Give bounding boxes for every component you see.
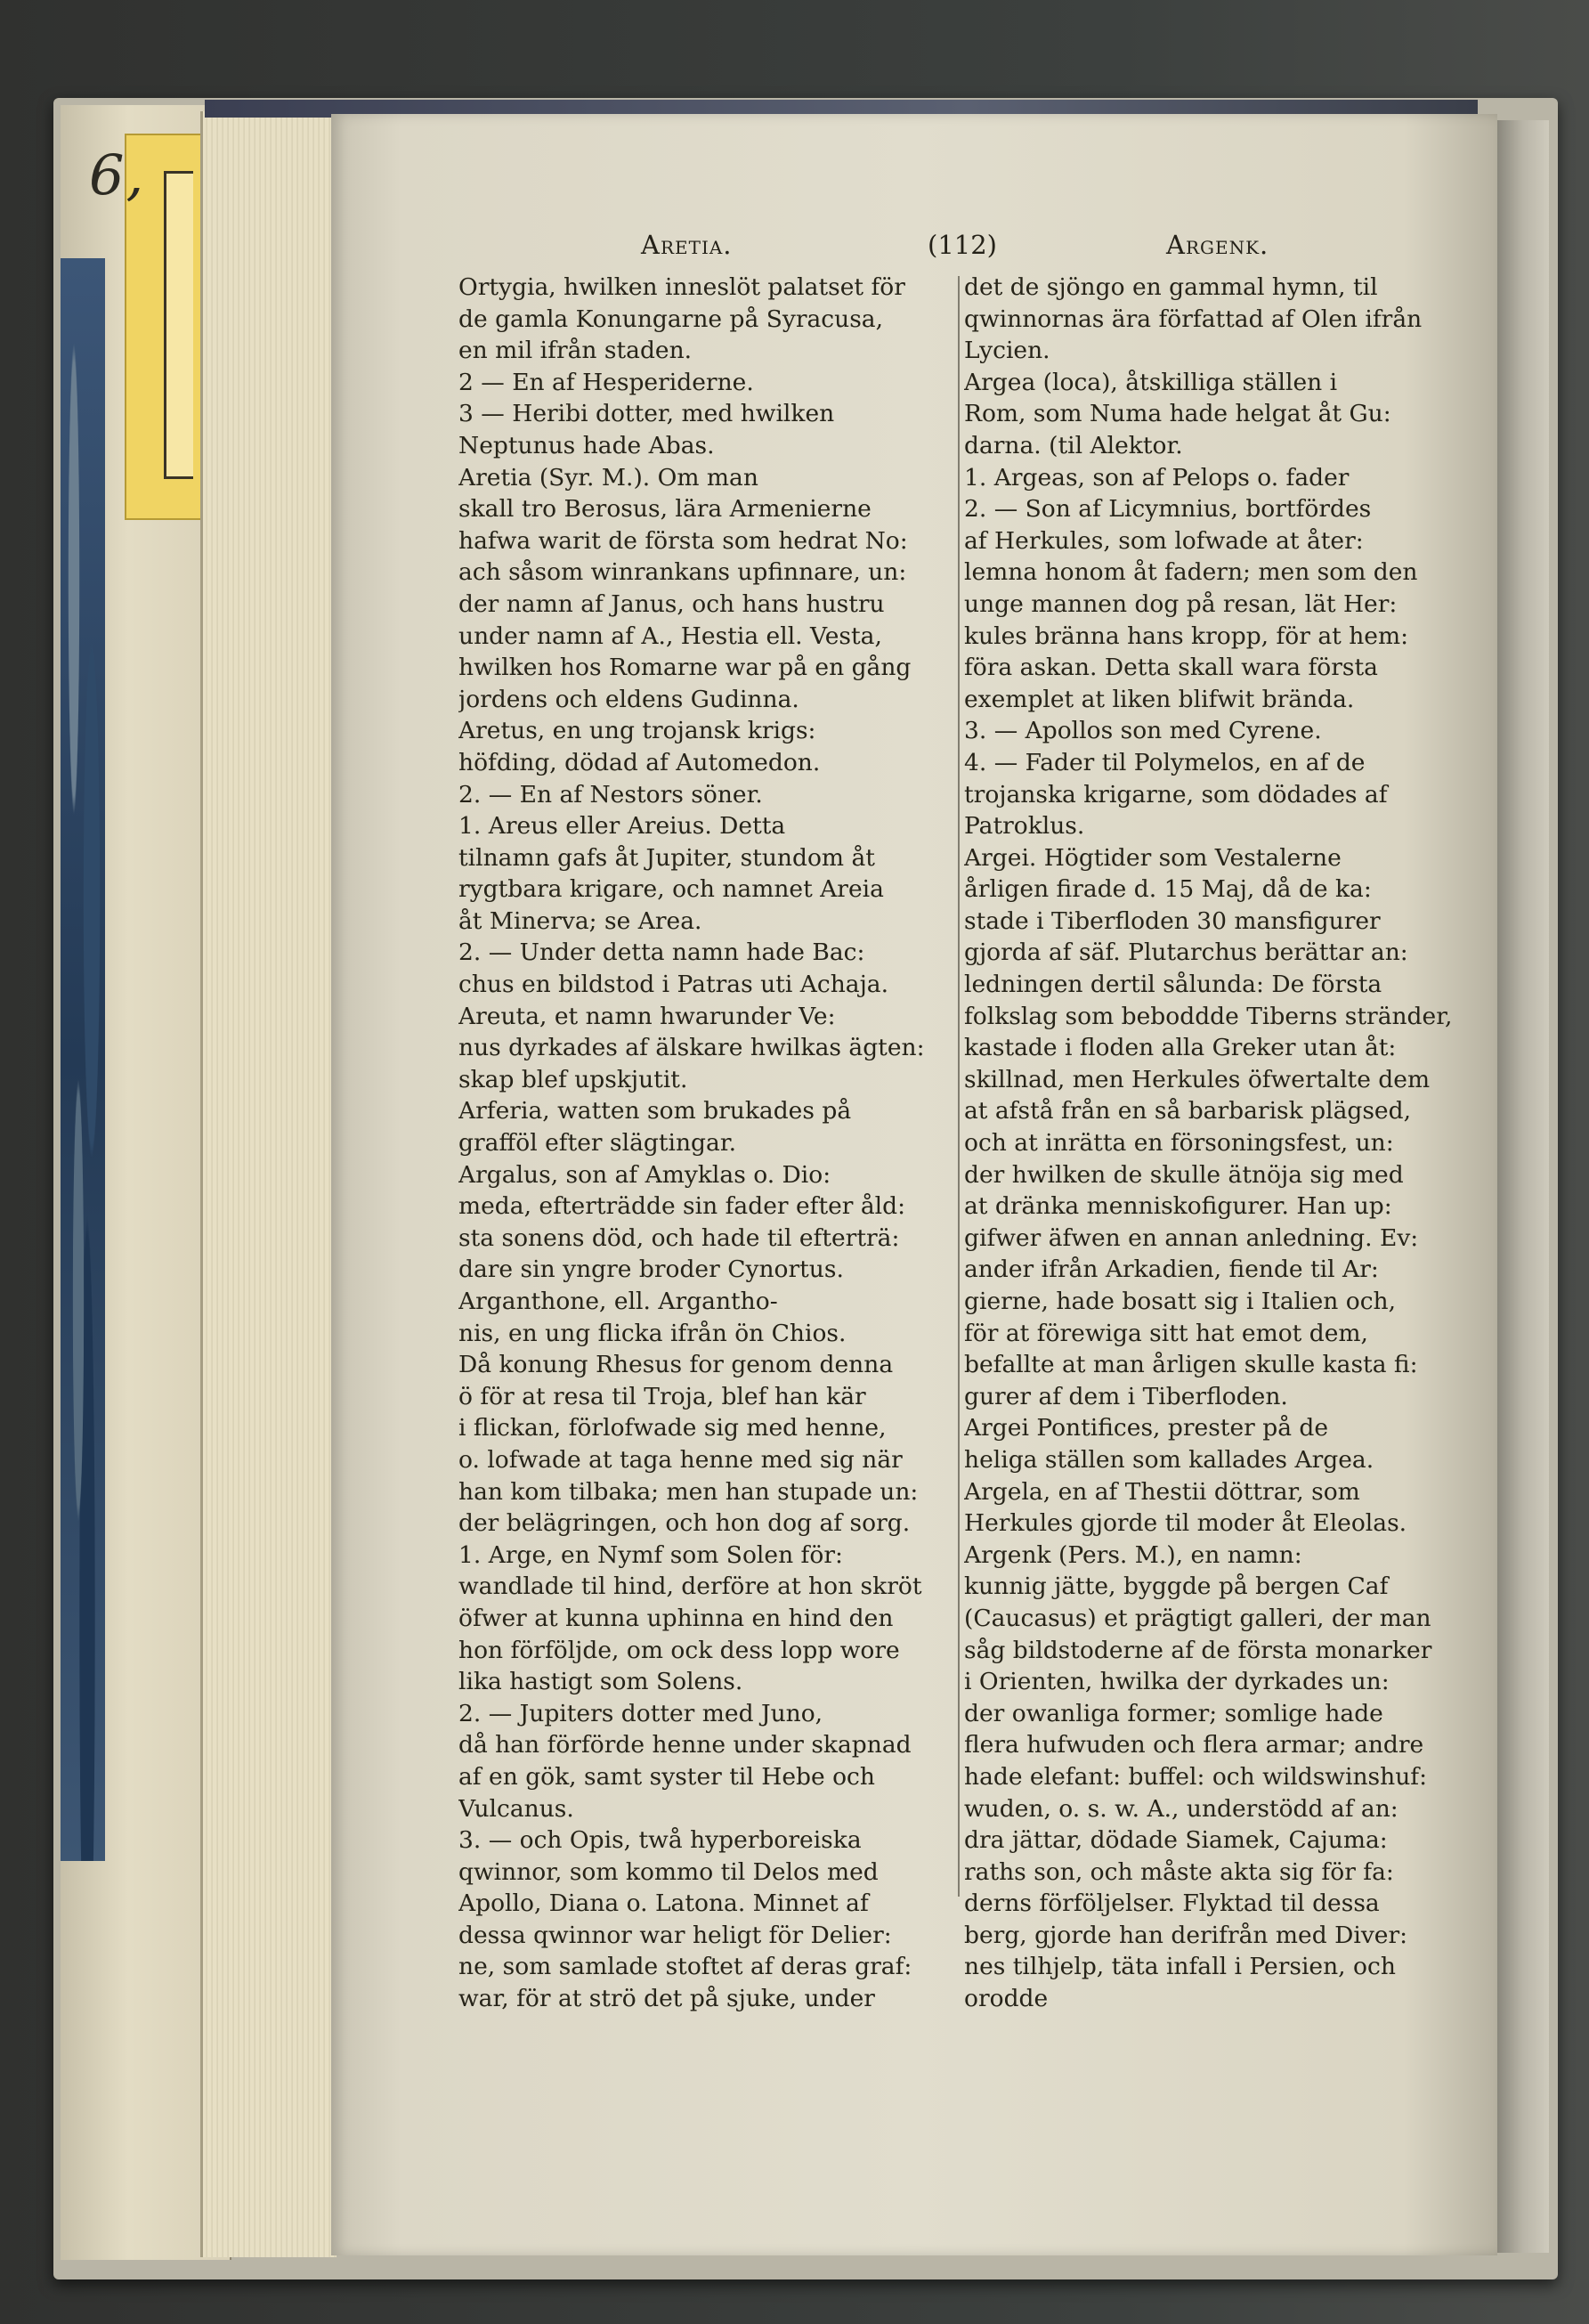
column-rule — [958, 276, 960, 1897]
text-line: skillnad, men Herkules öfwertalte dem — [964, 1065, 1431, 1093]
text-line: i flickan, förlofwade sig med henne, — [458, 1414, 887, 1442]
shelf-mark: 6, — [89, 142, 146, 207]
text-line: heliga ställen som kallades Argea. — [964, 1445, 1374, 1474]
text-line: föra askan. Detta skall wara första — [964, 654, 1378, 682]
right-column — [964, 272, 1458, 2015]
header-right-keyword: Argenk. — [1166, 230, 1269, 260]
text-line: Argei. Högtider som Vestalerne — [964, 843, 1342, 872]
text-line: hafwa warit de första som hedrat No: — [458, 526, 908, 555]
text-line: Arferia, watten som brukades på — [458, 1097, 852, 1125]
text-line: der hwilken de skulle ätnöja sig med — [964, 1160, 1404, 1189]
text-line: flera hufwuden och flera armar; andre — [964, 1731, 1424, 1759]
text-line: ach såsom winrankans upfinnare, un: — [458, 558, 907, 587]
text-line: berg, gjorde han derifrån med Diver: — [964, 1921, 1408, 1949]
text-line: 1. Arge, en Nymf som Solen för: — [458, 1540, 843, 1569]
text-line: de gamla Konungarne på Syracusa, — [458, 305, 884, 333]
text-line: rygtbara krigare, och namnet Areia — [458, 875, 884, 904]
text-line: Ortygia, hwilken inneslöt palatset för — [458, 273, 905, 301]
text-line: darna. (til Alektor. — [964, 431, 1183, 459]
shelf-label-frame — [164, 171, 193, 479]
text-line: qwinnor, som kommo til Delos med — [458, 1857, 879, 1886]
text-line: dessa qwinnor war heligt för Delier: — [458, 1921, 892, 1949]
text-line: skap blef upskjutit. — [458, 1065, 688, 1093]
text-line: Aretia (Syr. M.). Om man — [458, 463, 758, 492]
text-line: för at förewiga sitt hat emot dem, — [964, 1319, 1368, 1347]
text-line: (Caucasus) et prägtigt galleri, der man — [964, 1604, 1431, 1632]
text-line: Arganthone, ell. Argantho- — [458, 1288, 778, 1315]
text-line: meda, efterträdde sin fader efter åld: — [458, 1192, 906, 1221]
text-line: Argela, en af Thestii döttrar, som — [964, 1477, 1360, 1506]
text-line: 2. — En af Nestors söner. — [458, 780, 763, 809]
text-line: kunnig jätte, byggde på bergen Caf — [964, 1572, 1389, 1601]
text-line: lemna honom åt fadern; men som den — [964, 558, 1418, 587]
text-line: qwinnornas ära författad af Olen ifrån — [964, 305, 1423, 333]
text-line: 2 — En af Hesperiderne. — [458, 368, 754, 396]
text-line: Argea (loca), åtskilliga ställen i — [964, 368, 1338, 396]
text-line: en mil ifrån staden. — [458, 337, 693, 365]
text-line: Areuta, et namn hwarunder Ve: — [458, 1002, 836, 1030]
text-line: nes tilhjelp, täta infall i Persien, och — [964, 1953, 1396, 1981]
text-line: under namn af A., Hestia ell. Vesta, — [458, 622, 882, 650]
text-line: det de sjöngo en gammal hymn, til — [964, 273, 1378, 301]
text-line: exemplet at liken blifwit brända. — [964, 685, 1355, 713]
text-line: i Orienten, hwilka der dyrkades un: — [964, 1668, 1390, 1696]
text-line: ledningen dertil sålunda: De första — [964, 971, 1382, 999]
text-line: ö för at resa til Troja, blef han kär — [458, 1382, 866, 1410]
text-line: såg bildstoderne af de första monarker — [964, 1636, 1432, 1664]
text-line: 2. — Son af Licymnius, bortfördes — [964, 495, 1372, 524]
text-line: sta sonens död, och hade til efterträ: — [458, 1223, 900, 1252]
text-line: Apollo, Diana o. Latona. Minnet af — [458, 1889, 869, 1918]
text-line: Patroklus. — [964, 812, 1085, 841]
text-line: Argei Pontifices, prester på de — [964, 1414, 1329, 1442]
text-line: han kom tilbaka; men han stupade un: — [458, 1477, 919, 1506]
text-line: 4. — Fader til Polymelos, en af de — [964, 748, 1366, 776]
text-line: ne, som samlade stoftet af deras graf: — [458, 1953, 912, 1981]
text-line: chus en bildstod i Patras uti Achaja. — [458, 971, 889, 999]
text-line: af Herkules, som lofwade at åter: — [964, 526, 1364, 555]
text-line: nis, en ung flicka ifrån ön Chios. — [458, 1319, 847, 1347]
marbled-paper — [61, 258, 105, 1861]
text-line: at afstå från en så barbarisk plägsed, — [964, 1097, 1411, 1125]
text-line: derns förföljelser. Flyktad til dessa — [964, 1889, 1380, 1918]
text-line: 2. — Under detta namn hade Bac: — [458, 939, 865, 967]
text-line: lika hastigt som Solens. — [458, 1668, 743, 1696]
text-line: Då konung Rhesus for genom denna — [458, 1351, 894, 1379]
text-line: Argalus, son af Amyklas o. Dio: — [458, 1160, 831, 1189]
text-line: årligen firade d. 15 Maj, då de ka: — [964, 875, 1372, 904]
text-line: hwilken hos Romarne war på en gång — [458, 654, 912, 682]
text-line: öfwer at kunna uphinna en hind den — [458, 1604, 894, 1632]
text-line: Lycien. — [964, 337, 1050, 365]
text-line: war, för at strö det på sjuke, under — [458, 1985, 875, 2013]
text-line: kastade i floden alla Greker utan åt: — [964, 1034, 1397, 1062]
text-line: 1. Argeas, son af Pelops o. fader — [964, 463, 1350, 492]
text-line: åt Minerva; se Area. — [458, 906, 702, 935]
text-line: wandlade til hind, derföre at hon skröt — [458, 1572, 922, 1601]
page-stack — [200, 111, 336, 2257]
text-line: och at inrätta en försoningsfest, un: — [964, 1129, 1394, 1158]
text-line: Herkules gjorde til moder åt Eleolas. — [964, 1509, 1407, 1538]
text-line: kules bränna hans kropp, för at hem: — [964, 622, 1409, 650]
page-number: (112) — [928, 230, 997, 260]
text-line: Aretus, en ung trojansk krigs: — [458, 717, 816, 745]
text-line: hade elefant: buffel: och wildswinshuf: — [964, 1762, 1427, 1791]
facing-page-edge — [1497, 120, 1549, 2253]
text-line: tilnamn gafs åt Jupiter, stundom åt — [458, 843, 875, 872]
text-line: Neptunus hade Abas. — [458, 431, 715, 459]
text-line: 3. — och Opis, twå hyperboreiska — [458, 1826, 862, 1855]
text-line: 2. — Jupiters dotter med Juno, — [458, 1699, 823, 1727]
text-line: folkslag som beboddde Tiberns stränder, — [964, 1002, 1453, 1030]
text-line: 3. — Apollos son med Cyrene. — [964, 717, 1322, 745]
text-line: o. lofwade at taga henne med sig när — [458, 1445, 903, 1474]
text-line: at dränka menniskofigurer. Han up: — [964, 1192, 1392, 1221]
text-line: ander ifrån Arkadien, fiende til Ar: — [964, 1255, 1379, 1284]
text-line: gierne, hade bosatt sig i Italien och, — [964, 1288, 1397, 1315]
text-line: der belägringen, och hon dog af sorg. — [458, 1509, 911, 1538]
text-line: dra jättar, dödade Siamek, Cajuma: — [964, 1826, 1388, 1855]
running-header — [641, 230, 1460, 265]
text-line: 1. Areus eller Areius. Detta — [458, 812, 786, 841]
text-line: hon förföljde, om ock dess lopp wore — [458, 1636, 900, 1664]
text-line: gurer af dem i Tiberfloden. — [964, 1382, 1288, 1410]
text-line: Rom, som Numa hade helgat åt Gu: — [964, 400, 1391, 428]
text-line: befallte at man årligen skulle kasta fi: — [964, 1351, 1418, 1379]
text-line: Argenk (Pers. M.), en namn: — [964, 1540, 1302, 1569]
text-line: höfding, dödad af Automedon. — [458, 748, 821, 776]
text-line: raths son, och måste akta sig för fa: — [964, 1857, 1394, 1886]
text-line: unge mannen dog på resan, lät Her: — [964, 589, 1398, 618]
text-line: skall tro Berosus, lära Armenierne — [458, 495, 872, 524]
text-line: dare sin yngre broder Cynortus. — [458, 1255, 844, 1284]
text-line: stade i Tiberfloden 30 mansfigurer — [964, 906, 1381, 935]
text-line: 3 — Heribi dotter, med hwilken — [458, 400, 835, 428]
text-line: gifwer äfwen en annan anledning. Ev: — [964, 1223, 1419, 1252]
header-left-keyword: Aretia. — [641, 230, 733, 260]
text-line: trojanska krigarne, som dödades af — [964, 780, 1388, 809]
text-line: wuden, o. s. w. A., understödd af an: — [964, 1794, 1398, 1823]
text-line: nus dyrkades af älskare hwilkas ägten: — [458, 1034, 925, 1062]
text-line: då han förförde henne under skapnad — [458, 1731, 912, 1759]
text-line: der owanliga former; somlige hade — [964, 1699, 1383, 1727]
text-line: gjorda af säf. Plutarchus berättar an: — [964, 939, 1408, 967]
text-line: jordens och eldens Gudinna. — [458, 685, 799, 713]
text-line: orodde — [964, 1985, 1049, 2013]
left-column — [458, 272, 953, 2015]
text-line: af en gök, samt syster til Hebe och — [458, 1762, 875, 1791]
text-line: der namn af Janus, och hans hustru — [458, 589, 885, 618]
text-line: grafföl efter slägtingar. — [458, 1129, 736, 1158]
text-line: Vulcanus. — [458, 1794, 574, 1823]
